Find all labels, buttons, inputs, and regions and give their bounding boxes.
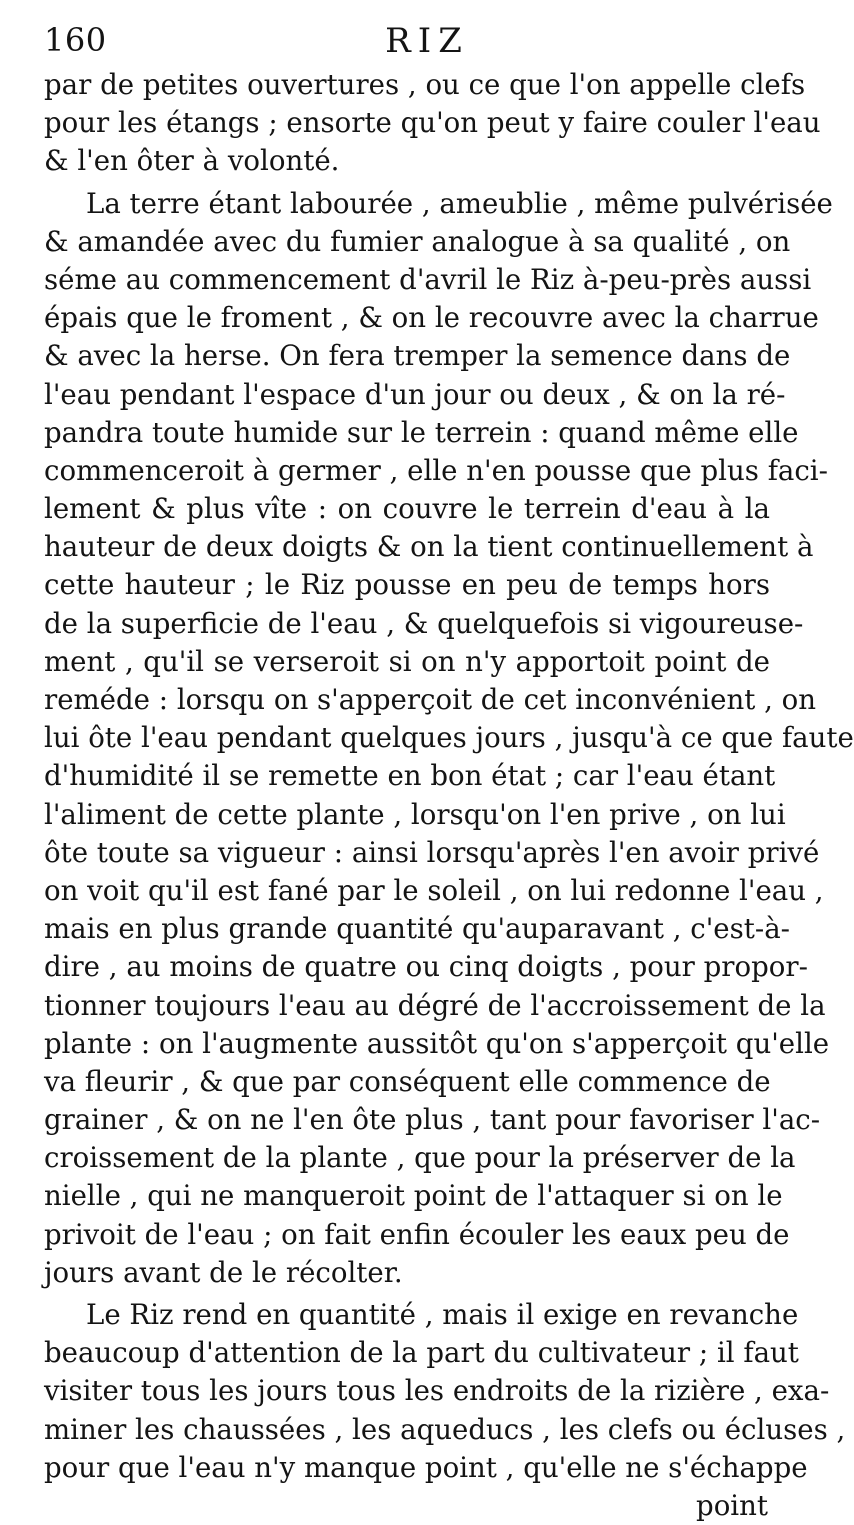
text-line: visiter tous les jours tous les endroits de la rizière , exa-	[44, 1374, 830, 1408]
text-line: grainer , & on ne l'en ôte plus , tant pour favoriser l'ac-	[44, 1103, 821, 1137]
text-line: pour que l'eau n'y manque point , qu'elle ne s'échappe	[44, 1450, 808, 1484]
text-line: pandra toute humide sur le terrein : quand même elle	[44, 415, 799, 449]
text-line: de la superficie de l'eau , & quelquefois si vigoureuse-	[44, 606, 804, 640]
text-line: hauteur de deux doigts & on la tient continuellement à	[44, 530, 814, 564]
body-text	[44, 66, 854, 1487]
text-line: Le Riz rend en quantité , mais il exige en revanche	[86, 1298, 799, 1331]
text-line: dire , au moins de quatre ou cinq doigts , pour propor-	[44, 950, 808, 984]
text-line: épais que le froment , & on le recouvre avec la charrue	[44, 301, 819, 335]
text-line: ôte toute sa vigueur : ainsi lorsqu'après l'en avoir privé	[44, 835, 820, 869]
text-line: plante : on l'augmente aussitôt qu'on s'apperçoit qu'elle	[44, 1026, 830, 1060]
paragraph	[44, 1296, 846, 1487]
text-line: cette hauteur ; le Riz pousse en peu de temps hors	[44, 568, 770, 602]
text-line: mais en plus grande quantité qu'auparavant , c'est-à-	[44, 912, 790, 946]
running-title: RIZ	[385, 21, 469, 61]
paragraph	[44, 66, 821, 181]
text-line: lui ôte l'eau pendant quelques jours , jusqu'à ce que faute	[44, 721, 854, 755]
text-line: va fleurir , & que par conséquent elle commence de	[44, 1064, 771, 1098]
text-line: l'eau pendant l'espace d'un jour ou deux , & on la ré-	[44, 377, 786, 411]
page-number: 160	[44, 21, 107, 59]
text-line: & l'en ôter à volonté.	[44, 144, 340, 178]
running-head	[44, 16, 770, 66]
text-line: jours avant de le récolter.	[44, 1255, 403, 1289]
text-line: séme au commencement d'avril le Riz à-peu-près aussi	[44, 262, 812, 296]
text-line: commenceroit à germer , elle n'en pousse que plus faci-	[44, 453, 828, 487]
text-line: La terre étant labourée , ameublie , même pulvérisée	[86, 186, 833, 220]
text-line: par de petites ouvertures , ou ce que l'on appelle clefs	[44, 68, 806, 101]
text-line: d'humidité il se remette en bon état ; car l'eau étant	[44, 759, 776, 793]
text-line: l'aliment de cette plante , lorsqu'on l'en prive , on lui	[44, 797, 786, 831]
text-line: privoit de l'eau ; on fait enfin écouler les eaux peu de	[44, 1217, 790, 1251]
text-line: nielle , qui ne manqueroit point de l'attaquer si on le	[44, 1179, 783, 1213]
text-line: on voit qu'il est fané par le soleil , on lui redonne l'eau ,	[44, 873, 824, 907]
text-line: & amandée avec du fumier analogue à sa qualité , on	[44, 224, 791, 258]
text-line: pour les étangs ; ensorte qu'on peut y faire couler l'eau	[44, 106, 821, 140]
text-line: beaucoup d'attention de la part du cultivateur ; il faut	[44, 1336, 799, 1370]
text-line: miner les chaussées , les aqueducs , les clefs ou écluses ,	[44, 1412, 846, 1446]
paragraph	[44, 185, 854, 1292]
text-line: tionner toujours l'eau au dégré de l'accroissement de la	[44, 988, 826, 1022]
text-line: ment , qu'il se verseroit si on n'y apportoit point de	[44, 644, 770, 678]
catchword: point	[696, 1488, 768, 1522]
text-line: & avec la herse. On fera tremper la semence dans de	[44, 339, 791, 373]
text-line: reméde : lorsqu on s'apperçoit de cet inconvénient , on	[44, 683, 817, 716]
text-line: croissement de la plante , que pour la préserver de la	[44, 1141, 796, 1175]
text-line: lement & plus vîte : on couvre le terrein d'eau à la	[44, 492, 770, 526]
